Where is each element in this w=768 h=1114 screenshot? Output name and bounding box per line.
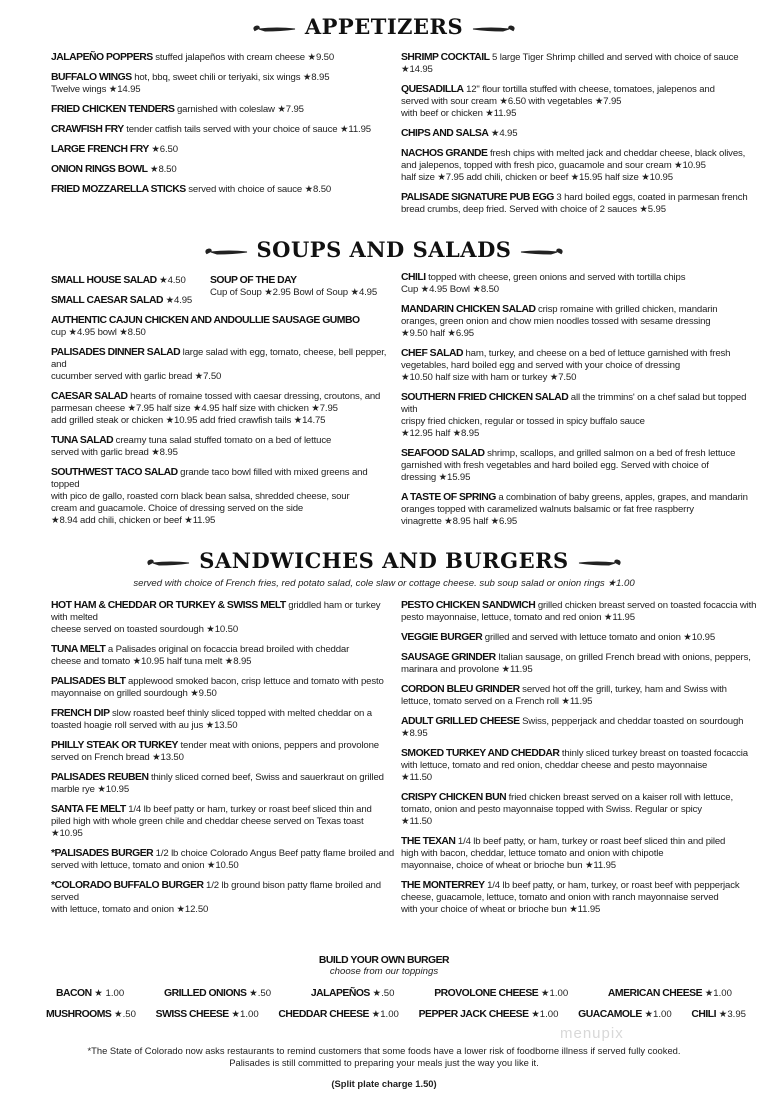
item-description: Cup of Soup ★2.95 Bowl of Soup ★4.95 [210,287,378,298]
menu-item [401,652,761,676]
topping-price: ★3.95 [718,1009,746,1020]
topping-price: ★.50 [372,988,395,999]
item-description: grilled chicken breast served on toasted focaccia with pesto mayonnaise, lettuce, tomato and red onion ★11.95 [401,600,757,623]
flourish-left-icon [203,246,249,258]
item-name: CHIPS AND SALSA [401,128,489,139]
item-description: a combination of baby greens, apples, grapes, and mandarin oranges topped with caramelized walnuts balsamic or fat free raspberry vinagrette ★8.95 half ★6.95 [401,492,748,527]
item-description: fresh chips with melted jack and cheddar cheese, black olives, and jalepenos, topped with fresh pico, guacamole and sour cream ★10.95 half size ★7.95 add chili, chicken or beef ★15.95 half size ★10.95 [401,148,746,183]
topping-name: PEPPER JACK CHEESE [418,1009,529,1020]
topping-name: MUSHROOMS [46,1009,112,1020]
toppings-row-2 [0,1008,768,1021]
topping-name: AMERICAN CHEESE [607,988,703,999]
menu-item [51,708,396,732]
soups-top-block [51,275,396,307]
topping-price: ★ 1.00 [94,988,125,999]
toppings-row-1 [0,987,768,1000]
item-description: 1/4 lb beef patty, or ham, turkey, or roast beef with pepperjack cheese, guacamole, lettuce, tomato and onion with ranch mayonnaise served with your choice of wheat or brioche bun ★11.95 [401,880,740,915]
topping-item [691,1008,746,1021]
flourish-right-icon [577,557,623,569]
topping-item [278,1008,399,1021]
sandwiches-right [401,600,761,924]
item-description: tender meat with onions, peppers and provolone served on French bread ★13.50 [51,740,379,763]
soup-of-the-day [210,275,400,307]
sandwiches-header [0,548,768,574]
menu-item [401,148,761,184]
item-name: CHEF SALAD [401,348,463,359]
menu-item [401,716,761,740]
item-name: FRIED CHICKEN TENDERS [51,104,175,115]
topping-item [608,987,732,1000]
topping-name: JALAPEÑOS [310,988,370,999]
item-name: THE MONTERREY [401,880,485,891]
item-name: SEAFOOD SALAD [401,448,485,459]
menu-item [51,880,396,916]
menu-item [51,347,396,383]
item-name: THE TEXAN [401,836,456,847]
item-name: SOUTHWEST TACO SALAD [51,467,178,478]
topping-name: PROVOLONE CHEESE [434,988,539,999]
section-title: APPETIZERS [304,14,464,39]
item-description: 12" flour tortilla stuffed with cheese, tomatoes, jalepenos and served with sour cream ★6.50 with vegetables ★7.95 with beef or chicken ★11.95 [401,84,715,119]
item-name: SMALL HOUSE SALAD [51,275,157,286]
menu-item [401,492,761,528]
item-name: ADULT GRILLED CHEESE [401,716,520,727]
item-name: CHILI [401,272,426,283]
menu-item [51,104,396,116]
menu-item [51,676,396,700]
item-description: 5 large Tiger Shrimp chilled and served with choice of sauce ★14.95 [401,52,739,75]
item-name: PHILLY STEAK OR TURKEY [51,740,178,751]
item-name: FRIED MOZZARELLA STICKS [51,184,186,195]
menu-item [51,52,396,64]
topping-price: ★1.00 [644,1009,672,1020]
menu-item [401,392,761,440]
item-name: QUESADILLA [401,84,464,95]
topping-name: CHEDDAR CHEESE [278,1009,369,1020]
byo-title-text: BUILD YOUR OWN BURGER [318,955,450,966]
item-description: ★4.50 [159,275,186,286]
item-name: VEGGIE BURGER [401,632,483,643]
menu-item [210,275,400,299]
menu-item [51,275,206,287]
topping-item [56,987,124,1000]
topping-item [578,1008,672,1021]
menu-item [401,272,761,296]
soups-header [0,237,768,263]
menu-item [401,52,761,76]
item-description: 1/2 lb ground bison patty flame broiled and served with lettuce, tomato and onion ★12.50 [51,880,381,915]
topping-name: CHILI [691,1009,717,1020]
topping-price: ★1.00 [540,988,569,999]
appetizers-right [401,52,761,224]
item-description: cup ★4.95 bowl ★8.50 [51,327,146,338]
item-name: SOUTHERN FRIED CHICKEN SALAD [401,392,569,403]
item-name: PALISADES REUBEN [51,772,149,783]
item-name: A TASTE OF SPRING [401,492,496,503]
item-name: SAUSAGE GRINDER [401,652,496,663]
topping-item [419,1008,559,1021]
item-name: CRISPY CHICKEN BUN [401,792,507,803]
notice-line-2: Palisades is still committed to preparing your meals just the way you like it. [229,1057,539,1068]
item-name: AUTHENTIC CAJUN CHICKEN AND ANDOULLIE SAUSAGE GUMBO [51,315,360,326]
soups-left [51,315,396,527]
item-name: JALAPEÑO POPPERS [51,52,153,63]
topping-price: ★1.00 [531,1009,559,1020]
flourish-right-icon [519,246,565,258]
notice-line-1: *The State of Colorado now asks restaurants to remind customers that some foods have a lower risk of foodborne illness if served fully cooked. [87,1045,681,1056]
menu-item [51,467,396,527]
item-name: *COLORADO BUFFALO BURGER [51,880,204,891]
topping-price: ★1.00 [371,1009,399,1020]
item-description: 1/2 lb choice Colorado Angus Beef patty flame broiled and served with lettuce, tomato and onion ★10.50 [51,848,395,871]
item-name: PESTO CHICKEN SANDWICH [401,600,536,611]
menu-item [51,804,396,840]
item-description: thinly sliced corned beef, Swiss and sauerkraut on grilled marble rye ★10.95 [51,772,384,795]
item-description: ★4.95 [165,295,193,306]
item-name: SHRIMP COCKTAIL [401,52,490,63]
topping-price: ★.50 [249,988,272,999]
item-name: PALISADES BLT [51,676,126,687]
soups-left-column [51,275,396,535]
appetizers-header [0,14,768,40]
item-description: slow roasted beef thinly sliced topped with melted cheddar on a toasted hoagie roll served with au jus ★13.50 [51,708,372,731]
menu-item [401,84,761,120]
build-your-own-subtitle: choose from our toppings [329,966,439,977]
item-description: served with choice of sauce ★8.50 [188,184,332,195]
menu-item [401,632,761,644]
item-description: large salad with egg, tomato, cheese, bell pepper, and cucumber served with garlic bread ★7.50 [51,347,387,382]
item-description: grande taco bowl filled with mixed greens and topped with pico de gallo, roasted corn black bean salsa, shredded cheese, sour cream and guacamole. Choice of dressing served on the side ★8.94 add chili, chicken or beef ★11.95 [51,467,368,526]
build-your-own-title [0,953,768,967]
topping-price: ★1.00 [231,1009,259,1020]
item-description: Swiss, pepperjack and cheddar toasted on sourdough ★8.95 [401,716,744,739]
item-name: HOT HAM & CHEDDAR OR TURKEY & SWISS MELT [51,600,286,611]
item-name: CORDON BLEU GRINDER [401,684,520,695]
item-name: ONION RINGS BOWL [51,164,148,175]
menu-item [401,348,761,384]
menu-item [401,600,761,624]
menu-item [401,304,761,340]
menu-item [51,391,396,427]
item-description: tender catfish tails served with your choice of sauce ★11.95 [126,124,371,135]
sandwiches-subtitle: served with choice of French fries, red potato salad, cole slaw or cottage cheese. sub soup salad or onion rings ★1.00 [133,578,635,589]
item-name: MANDARIN CHICKEN SALAD [401,304,536,315]
watermark-logo: menupix [560,1025,624,1042]
flourish-left-icon [251,23,297,35]
item-name: CAESAR SALAD [51,391,128,402]
item-description: fried chicken breast served on a kaiser roll with lettuce, tomato, onion and pesto mayonnaise topped with Swiss. Regular or spicy ★11.50 [401,792,733,827]
flourish-left-icon [145,557,191,569]
topping-item [311,987,395,1000]
item-name: LARGE FRENCH FRY [51,144,149,155]
item-description: grilled and served with lettuce tomato and onion ★10.95 [484,632,715,643]
menu-item [51,295,206,307]
item-description: 1/4 lb beef patty, or ham, turkey or roast beef sliced thin and piled high with bacon, cheddar, lettuce tomato and onion with chipotle mayonnaise, choice of wheat or brioche bun ★11.95 [401,836,726,871]
item-description: ★6.50 [151,144,178,155]
item-description: Italian sausage, on grilled French bread with onions, peppers, marinara and provolone ★11.95 [401,652,751,675]
item-name: PALISADES DINNER SALAD [51,347,181,358]
item-description: stuffed jalapeños with cream cheese ★9.50 [155,52,335,63]
item-description: 3 hard boiled eggs, coated in parmesan french bread crumbs, deep fried. Served with choice of 2 sauces ★5.95 [401,192,748,215]
sandwiches-left [51,600,396,924]
menu-item [51,740,396,764]
item-description: ham, turkey, and cheese on a bed of lettuce garnished with fresh vegetables, hard boiled egg and served with your choice of dressing ★10.50 half size with ham or turkey ★7.50 [401,348,731,383]
topping-price: ★.50 [114,1009,136,1020]
item-description: ★8.50 [150,164,177,175]
menu-item [401,880,761,916]
item-name: SMOKED TURKEY AND CHEDDAR [401,748,560,759]
item-description: garnished with coleslaw ★7.95 [176,104,304,115]
item-description: a Palisades original on focaccia bread broiled with cheddar cheese and tomato ★10.95 half tuna melt ★8.95 [51,644,350,667]
topping-item [164,987,271,1000]
menu-item [51,600,396,636]
menu-item [401,448,761,484]
soups-top [51,275,206,307]
item-name: TUNA MELT [51,644,106,655]
topping-name: SWISS CHEESE [155,1009,229,1020]
section-title: SANDWICHES AND BURGERS [199,548,569,573]
foodborne-notice [0,1045,768,1069]
soups-right [401,272,761,536]
menu-item [51,848,396,872]
item-description: hot, bbq, sweet chili or teriyaki, six wings ★8.95 Twelve wings ★14.95 [51,72,330,95]
flourish-right-icon [471,23,517,35]
appetizers-left [51,52,396,204]
topping-name: BACON [56,988,92,999]
menu-item [51,164,396,176]
item-description: served hot off the grill, turkey, ham and Swiss with lettuce, tomato served on a French roll ★11.95 [401,684,727,707]
item-description: thinly sliced turkey breast on toasted focaccia with lettuce, tomato and red onion, cheddar cheese and pesto mayonnaise ★11.50 [401,748,748,783]
menu-item [401,748,761,784]
topping-item [156,1008,259,1021]
item-description: hearts of romaine tossed with caesar dressing, croutons, and parmesan cheese ★7.95 half size ★4.95 half size with chicken ★7.95 add grilled steak or chicken ★10.95 add fried crawfish tails ★14.75 [51,391,381,426]
menu-item [401,792,761,828]
topping-price: ★1.00 [704,988,732,999]
section-title: SOUPS AND SALADS [256,237,512,262]
item-description: topped with cheese, green onions and served with tortilla chips Cup ★4.95 Bowl ★8.50 [401,272,686,295]
menu-item [401,128,761,140]
item-name: SMALL CAESAR SALAD [51,295,164,306]
item-description: ★4.95 [490,128,518,139]
item-name: SOUP OF THE DAY [210,275,297,286]
menu-item [51,435,396,459]
item-description: applewood smoked bacon, crisp lettuce and tomato with pesto mayonnaise on grilled sourdough ★9.50 [51,676,384,699]
menu-item [51,772,396,796]
item-name: CRAWFISH FRY [51,124,124,135]
item-name: SANTA FE MELT [51,804,126,815]
split-plate-charge: (Split plate charge 1.50) [331,1078,437,1089]
topping-item [434,987,568,1000]
item-description: shrimp, scallops, and grilled salmon on a bed of fresh lettuce garnished with fresh vegetables and hard boiled egg. Served with choice of dressing ★15.95 [401,448,736,483]
menu-item [51,124,396,136]
item-description: all the trimmins' on a chef salad but topped with crispy fried chicken, regular or tossed in spicy buffalo sauce ★12.95 half ★8.95 [401,392,747,439]
item-name: BUFFALO WINGS [51,72,132,83]
menu-item [51,144,396,156]
topping-item [46,1008,136,1021]
menu-item [51,644,396,668]
item-description: crisp romaine with grilled chicken, mandarin oranges, green onion and chow mien noodles tossed with sesame dressing ★9.50 half ★6.95 [401,304,718,339]
menu-item [51,184,396,196]
menu-item [51,72,396,96]
item-description: 1/4 lb beef patty or ham, turkey or roast beef sliced thin and piled high with whole green chile and cheddar cheese served on Texas toast ★10.95 [51,804,372,839]
topping-name: GUACAMOLE [578,1009,642,1020]
menu-item [51,315,396,339]
topping-name: GRILLED ONIONS [163,988,247,999]
item-description: griddled ham or turkey with melted cheese served on toasted sourdough ★10.50 [51,600,381,635]
item-name: FRENCH DIP [51,708,110,719]
item-name: PALISADE SIGNATURE PUB EGG [401,192,554,203]
menu-item [401,684,761,708]
item-name: NACHOS GRANDE [401,148,488,159]
item-name: TUNA SALAD [51,435,114,446]
item-name: *PALISADES BURGER [51,848,154,859]
item-description: creamy tuna salad stuffed tomato on a bed of lettuce served with garlic bread ★8.95 [51,435,332,458]
menu-item [401,192,761,216]
menu-item [401,836,761,872]
